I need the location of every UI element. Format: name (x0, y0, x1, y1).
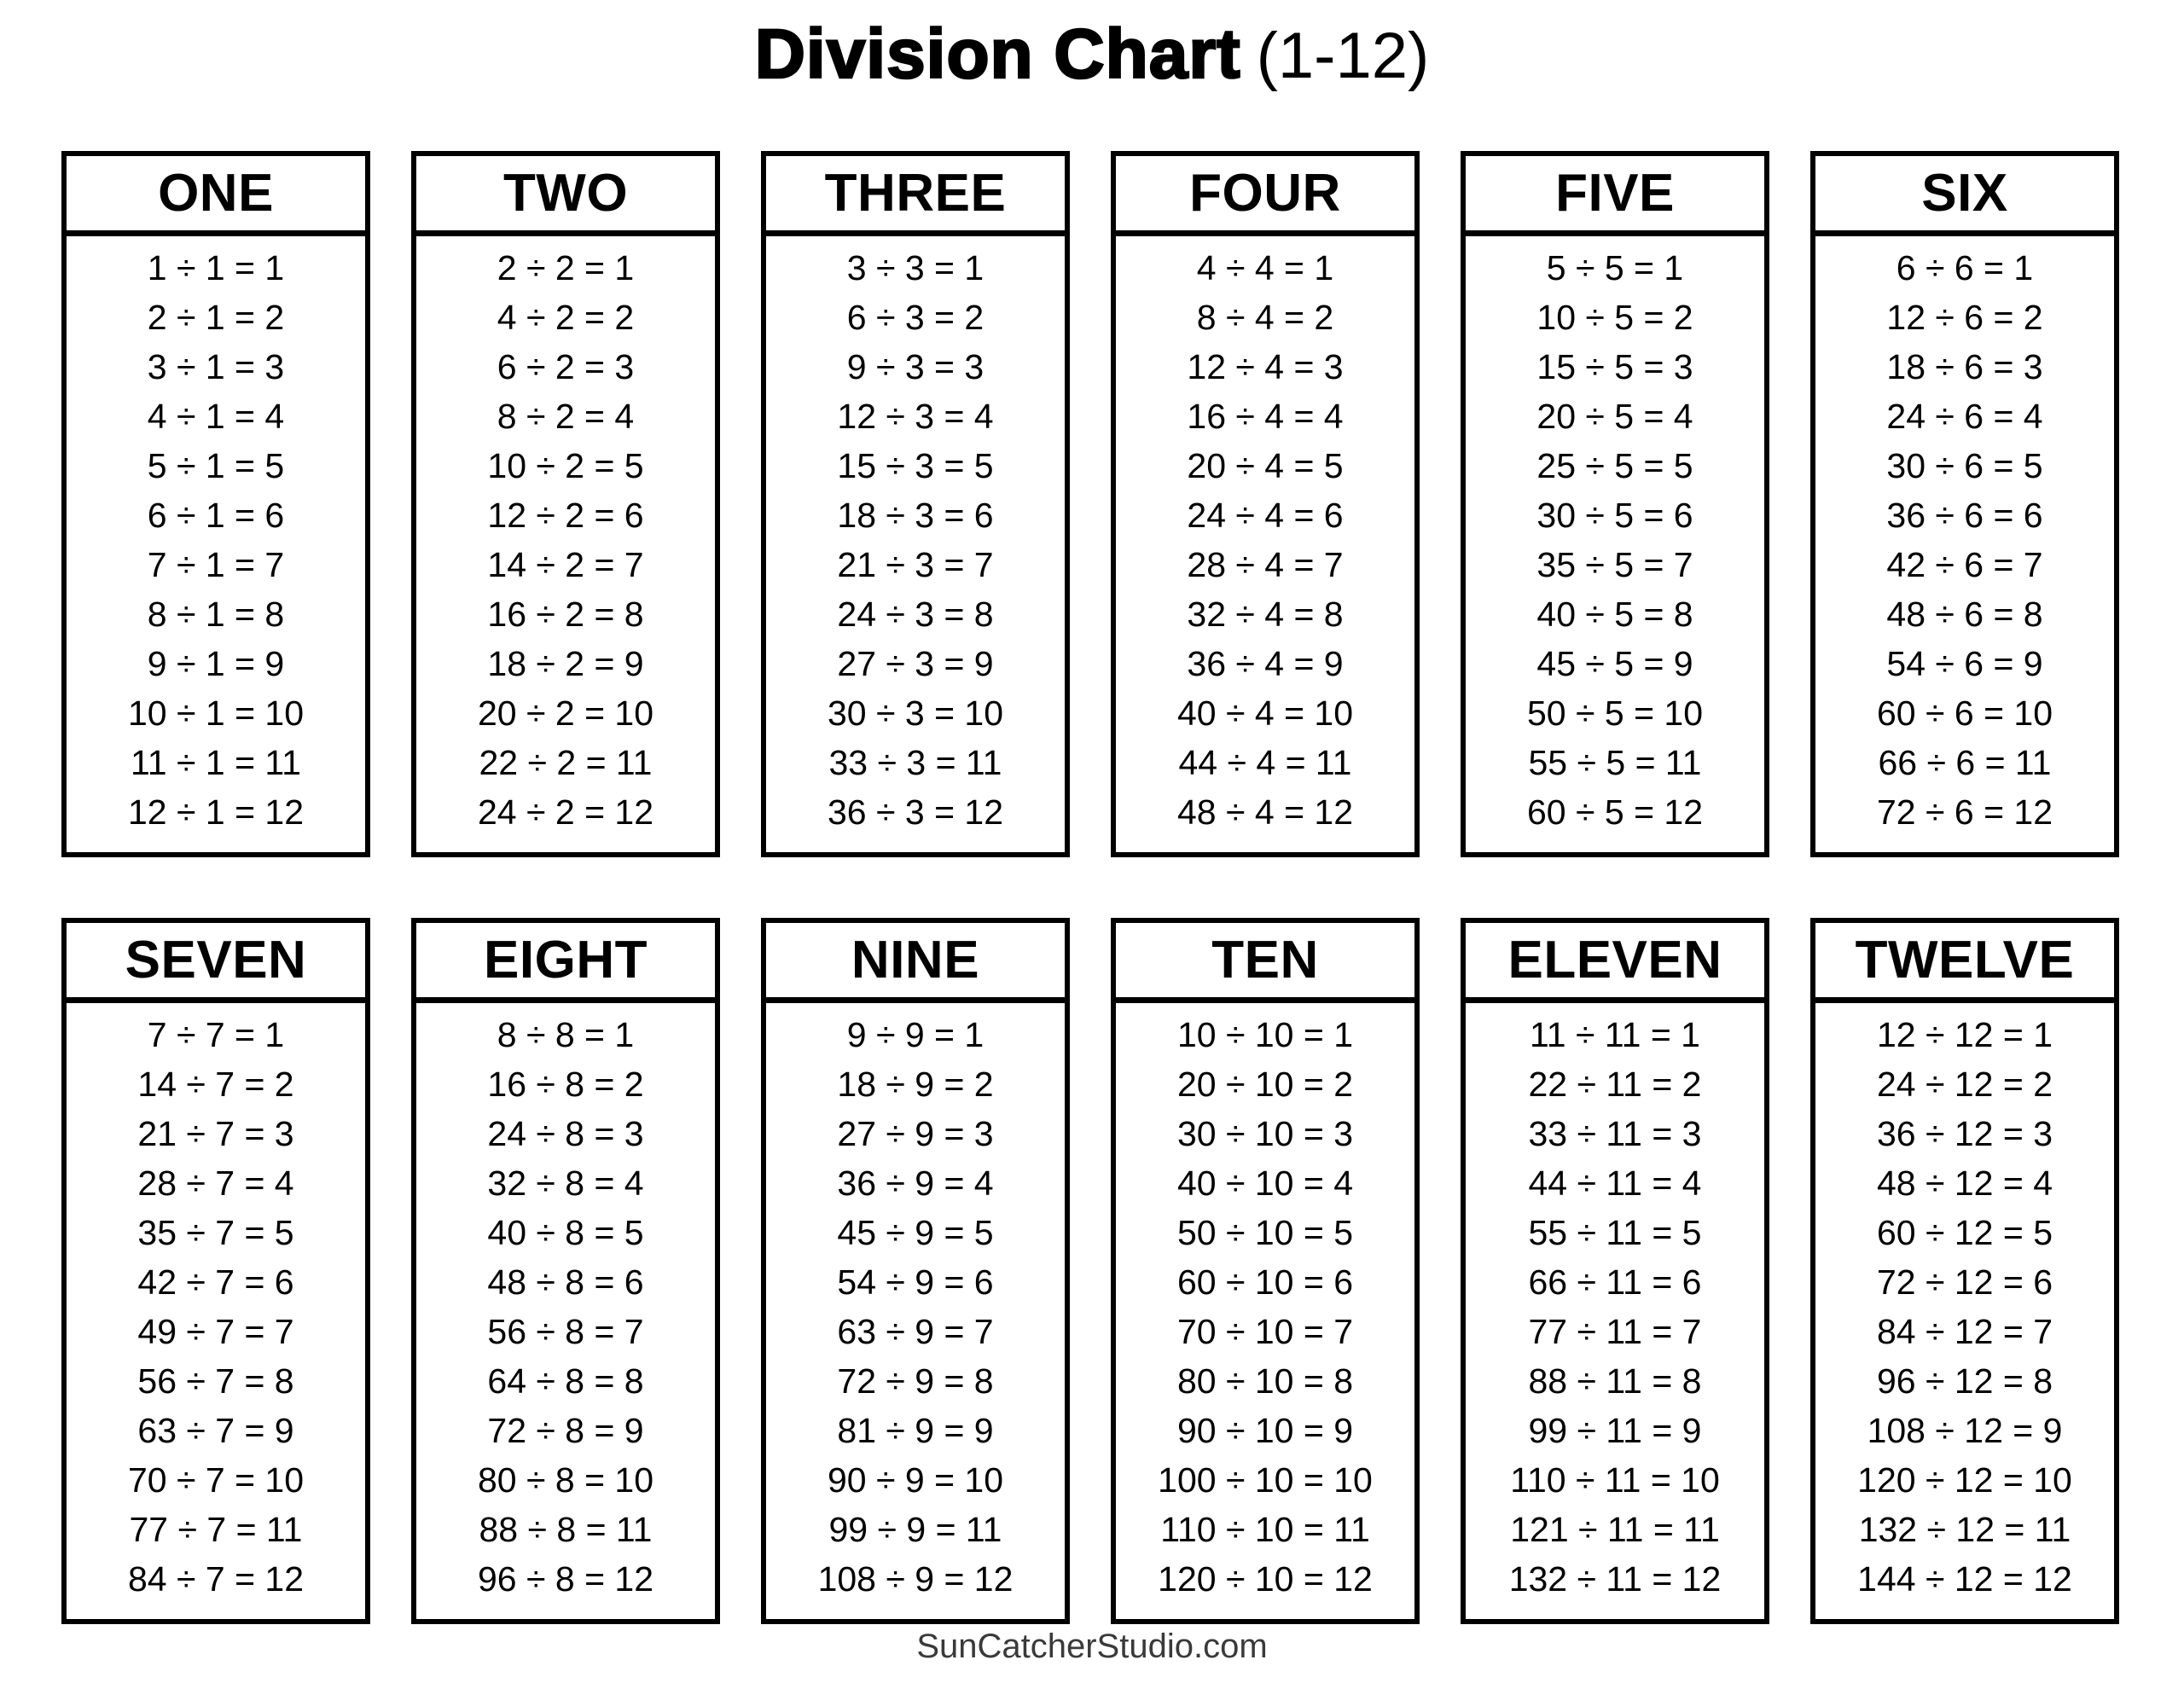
equation-row: 6 ÷ 2 = 3 (497, 347, 635, 386)
equation-row: 10 ÷ 1 = 10 (127, 694, 305, 733)
panel-header (1116, 156, 1414, 236)
equation-row: 36 ÷ 3 = 12 (827, 792, 1004, 832)
equation-row: 64 ÷ 8 = 8 (487, 1361, 644, 1401)
equation-row: 32 ÷ 4 = 8 (1187, 595, 1344, 634)
division-panel-seven (61, 918, 370, 1624)
page-title-range: (1-12) (1256, 20, 1430, 92)
panel-title: TWELVE (1855, 931, 2075, 989)
equation-row: 18 ÷ 6 = 3 (1886, 347, 2043, 386)
panel-title: EIGHT (484, 931, 648, 989)
equation-row: 90 ÷ 9 = 10 (827, 1460, 1004, 1500)
equation-row: 30 ÷ 10 = 3 (1176, 1114, 1354, 1153)
equation-row: 48 ÷ 8 = 6 (487, 1262, 644, 1302)
equation-row: 44 ÷ 4 = 11 (1178, 743, 1352, 782)
equation-row: 8 ÷ 8 = 1 (497, 1015, 635, 1054)
equation-row: 63 ÷ 7 = 9 (137, 1411, 294, 1450)
panel-header (67, 923, 365, 1003)
equation-row: 72 ÷ 9 = 8 (837, 1361, 994, 1401)
equation-row: 108 ÷ 9 = 12 (817, 1559, 1014, 1599)
equation-row: 5 ÷ 1 = 5 (147, 446, 285, 485)
equation-row: 4 ÷ 2 = 2 (497, 298, 635, 337)
equation-row: 1 ÷ 1 = 1 (147, 248, 285, 287)
equation-row: 24 ÷ 8 = 3 (487, 1114, 644, 1153)
panel-header (416, 923, 715, 1003)
equation-row: 20 ÷ 4 = 5 (1187, 446, 1344, 485)
equation-row: 7 ÷ 1 = 7 (147, 545, 285, 584)
panel-title: NINE (851, 931, 980, 989)
equation-row: 14 ÷ 7 = 2 (137, 1065, 294, 1104)
equation-row: 55 ÷ 5 = 11 (1528, 743, 1702, 782)
equation-row: 10 ÷ 2 = 5 (487, 446, 644, 485)
equation-row: 88 ÷ 8 = 11 (479, 1510, 653, 1549)
equation-row: 28 ÷ 7 = 4 (137, 1164, 294, 1203)
equation-row: 24 ÷ 4 = 6 (1187, 496, 1344, 535)
division-panel-ten (1111, 918, 1420, 1624)
panel-title: ONE (158, 164, 274, 223)
equation-row: 48 ÷ 12 = 4 (1876, 1164, 2053, 1203)
equation-row: 120 ÷ 10 = 12 (1158, 1559, 1373, 1599)
panel-body (1815, 236, 2114, 837)
equation-row: 120 ÷ 12 = 10 (1857, 1460, 2072, 1500)
equation-row: 20 ÷ 2 = 10 (477, 694, 654, 733)
panel-title: FOUR (1189, 164, 1341, 223)
equation-row: 60 ÷ 5 = 12 (1526, 792, 1704, 832)
equation-row: 77 ÷ 11 = 7 (1528, 1312, 1702, 1351)
panel-header (1815, 923, 2114, 1003)
equation-row: 99 ÷ 11 = 9 (1528, 1411, 1702, 1450)
equation-row: 90 ÷ 10 = 9 (1176, 1411, 1354, 1450)
equation-row: 2 ÷ 2 = 1 (497, 248, 635, 287)
equation-row: 84 ÷ 7 = 12 (127, 1559, 305, 1599)
equation-row: 72 ÷ 8 = 9 (487, 1411, 644, 1450)
equation-row: 40 ÷ 8 = 5 (487, 1213, 644, 1252)
equation-row: 80 ÷ 10 = 8 (1176, 1361, 1354, 1401)
equation-row: 11 ÷ 1 = 11 (131, 743, 301, 782)
division-panel-twelve (1810, 918, 2119, 1624)
equation-row: 24 ÷ 2 = 12 (477, 792, 654, 832)
equation-row: 24 ÷ 3 = 8 (837, 595, 994, 634)
equation-row: 18 ÷ 3 = 6 (837, 496, 994, 535)
equation-row: 70 ÷ 7 = 10 (127, 1460, 305, 1500)
panel-body (1466, 1003, 1764, 1604)
equation-row: 10 ÷ 10 = 1 (1176, 1015, 1354, 1054)
equation-row: 16 ÷ 8 = 2 (487, 1065, 644, 1104)
equation-row: 3 ÷ 1 = 3 (147, 347, 285, 386)
equation-row: 4 ÷ 1 = 4 (147, 397, 285, 436)
footer-credit: SunCatcherStudio.com (916, 1628, 1268, 1665)
division-panel-one (61, 151, 370, 857)
equation-row: 33 ÷ 3 = 11 (828, 743, 1002, 782)
equation-row: 30 ÷ 6 = 5 (1886, 446, 2043, 485)
panel-title: THREE (824, 164, 1007, 223)
equation-row: 36 ÷ 12 = 3 (1876, 1114, 2053, 1153)
equation-row: 12 ÷ 1 = 12 (127, 792, 305, 832)
division-tables-grid (61, 151, 2119, 1624)
equation-row: 70 ÷ 10 = 7 (1176, 1312, 1354, 1351)
equation-row: 36 ÷ 9 = 4 (837, 1164, 994, 1203)
division-panel-six (1810, 151, 2119, 857)
equation-row: 96 ÷ 8 = 12 (477, 1559, 654, 1599)
equation-row: 16 ÷ 4 = 4 (1187, 397, 1344, 436)
equation-row: 60 ÷ 10 = 6 (1176, 1262, 1354, 1302)
equation-row: 56 ÷ 8 = 7 (487, 1312, 644, 1351)
equation-row: 18 ÷ 9 = 2 (837, 1065, 994, 1104)
equation-row: 40 ÷ 4 = 10 (1176, 694, 1354, 733)
equation-row: 100 ÷ 10 = 10 (1158, 1460, 1373, 1500)
equation-row: 16 ÷ 2 = 8 (487, 595, 644, 634)
panel-title: TWO (502, 164, 629, 223)
page-title (0, 14, 2184, 109)
division-panel-eleven (1461, 918, 1769, 1624)
equation-row: 10 ÷ 5 = 2 (1536, 298, 1693, 337)
equation-row: 24 ÷ 12 = 2 (1876, 1065, 2053, 1104)
panel-title: FIVE (1555, 164, 1675, 223)
equation-row: 42 ÷ 6 = 7 (1886, 545, 2043, 584)
equation-row: 8 ÷ 4 = 2 (1196, 298, 1334, 337)
panel-body (67, 1003, 365, 1604)
equation-row: 15 ÷ 5 = 3 (1536, 347, 1693, 386)
equation-row: 27 ÷ 9 = 3 (837, 1114, 994, 1153)
equation-row: 144 ÷ 12 = 12 (1857, 1559, 2072, 1599)
equation-row: 54 ÷ 9 = 6 (837, 1262, 994, 1302)
equation-row: 45 ÷ 5 = 9 (1536, 644, 1693, 683)
equation-row: 20 ÷ 10 = 2 (1176, 1065, 1354, 1104)
equation-row: 96 ÷ 12 = 8 (1876, 1361, 2053, 1401)
equation-row: 25 ÷ 5 = 5 (1536, 446, 1693, 485)
equation-row: 60 ÷ 12 = 5 (1876, 1213, 2053, 1252)
panel-header (1466, 923, 1764, 1003)
equation-row: 50 ÷ 5 = 10 (1526, 694, 1704, 733)
equation-row: 45 ÷ 9 = 5 (837, 1213, 994, 1252)
equation-row: 12 ÷ 6 = 2 (1886, 298, 2043, 337)
panel-header (1116, 923, 1414, 1003)
division-panel-nine (761, 918, 1070, 1624)
equation-row: 108 ÷ 12 = 9 (1867, 1411, 2063, 1450)
equation-row: 7 ÷ 7 = 1 (147, 1015, 285, 1054)
equation-row: 56 ÷ 7 = 8 (137, 1361, 294, 1401)
equation-row: 28 ÷ 4 = 7 (1187, 545, 1344, 584)
equation-row: 11 ÷ 11 = 1 (1530, 1015, 1700, 1054)
equation-row: 99 ÷ 9 = 11 (828, 1510, 1002, 1549)
equation-row: 6 ÷ 6 = 1 (1896, 248, 2034, 287)
equation-row: 21 ÷ 3 = 7 (837, 545, 994, 584)
equation-row: 22 ÷ 2 = 11 (479, 743, 653, 782)
equation-row: 20 ÷ 5 = 4 (1536, 397, 1693, 436)
equation-row: 9 ÷ 9 = 1 (846, 1015, 985, 1054)
equation-row: 54 ÷ 6 = 9 (1886, 644, 2043, 683)
equation-row: 30 ÷ 5 = 6 (1536, 496, 1693, 535)
equation-row: 8 ÷ 1 = 8 (147, 595, 285, 634)
equation-row: 24 ÷ 6 = 4 (1886, 397, 2043, 436)
equation-row: 60 ÷ 6 = 10 (1876, 694, 2053, 733)
panel-title: ELEVEN (1507, 931, 1722, 989)
panel-title: SEVEN (125, 931, 307, 989)
panel-header (67, 156, 365, 236)
panel-header (766, 156, 1065, 236)
equation-row: 8 ÷ 2 = 4 (497, 397, 635, 436)
equation-row: 121 ÷ 11 = 11 (1510, 1510, 1720, 1549)
equation-row: 40 ÷ 5 = 8 (1536, 595, 1693, 634)
equation-row: 4 ÷ 4 = 1 (1196, 248, 1334, 287)
equation-row: 77 ÷ 7 = 11 (129, 1510, 303, 1549)
equation-row: 66 ÷ 6 = 11 (1878, 743, 2052, 782)
equation-row: 12 ÷ 12 = 1 (1876, 1015, 2053, 1054)
panel-title: TEN (1211, 931, 1319, 989)
equation-row: 9 ÷ 3 = 3 (846, 347, 985, 386)
equation-row: 3 ÷ 3 = 1 (846, 248, 985, 287)
equation-row: 72 ÷ 6 = 12 (1876, 792, 2053, 832)
equation-row: 27 ÷ 3 = 9 (837, 644, 994, 683)
equation-row: 35 ÷ 7 = 5 (137, 1213, 294, 1252)
equation-row: 12 ÷ 3 = 4 (837, 397, 994, 436)
equation-row: 48 ÷ 4 = 12 (1176, 792, 1354, 832)
panel-body (1815, 1003, 2114, 1604)
equation-row: 84 ÷ 12 = 7 (1876, 1312, 2053, 1351)
division-panel-three (761, 151, 1070, 857)
division-panel-five (1461, 151, 1769, 857)
panel-header (1815, 156, 2114, 236)
division-panel-four (1111, 151, 1420, 857)
panel-body (766, 236, 1065, 837)
equation-row: 55 ÷ 11 = 5 (1528, 1213, 1702, 1252)
equation-row: 12 ÷ 2 = 6 (487, 496, 644, 535)
equation-row: 49 ÷ 7 = 7 (137, 1312, 294, 1351)
panel-body (1116, 236, 1414, 837)
page-title-main: Division Chart (754, 15, 1241, 93)
equation-row: 6 ÷ 1 = 6 (147, 496, 285, 535)
equation-row: 72 ÷ 12 = 6 (1876, 1262, 2053, 1302)
panel-body (1116, 1003, 1414, 1604)
panel-header (416, 156, 715, 236)
equation-row: 132 ÷ 11 = 12 (1508, 1559, 1722, 1599)
equation-row: 14 ÷ 2 = 7 (487, 545, 644, 584)
equation-row: 81 ÷ 9 = 9 (837, 1411, 994, 1450)
equation-row: 32 ÷ 8 = 4 (487, 1164, 644, 1203)
panel-body (1466, 236, 1764, 837)
panel-body (67, 236, 365, 837)
equation-row: 12 ÷ 4 = 3 (1187, 347, 1344, 386)
equation-row: 132 ÷ 12 = 11 (1858, 1510, 2071, 1549)
panel-body (416, 236, 715, 837)
equation-row: 5 ÷ 5 = 1 (1546, 248, 1684, 287)
equation-row: 66 ÷ 11 = 6 (1528, 1262, 1702, 1302)
equation-row: 42 ÷ 7 = 6 (137, 1262, 294, 1302)
panel-header (1466, 156, 1764, 236)
division-panel-two (411, 151, 720, 857)
equation-row: 110 ÷ 10 = 11 (1160, 1510, 1370, 1549)
equation-row: 44 ÷ 11 = 4 (1528, 1164, 1702, 1203)
equation-row: 18 ÷ 2 = 9 (487, 644, 644, 683)
equation-row: 48 ÷ 6 = 8 (1886, 595, 2043, 634)
equation-row: 21 ÷ 7 = 3 (137, 1114, 294, 1153)
equation-row: 35 ÷ 5 = 7 (1536, 545, 1693, 584)
equation-row: 30 ÷ 3 = 10 (827, 694, 1004, 733)
equation-row: 36 ÷ 6 = 6 (1886, 496, 2043, 535)
equation-row: 36 ÷ 4 = 9 (1187, 644, 1344, 683)
equation-row: 15 ÷ 3 = 5 (837, 446, 994, 485)
panel-header (766, 923, 1065, 1003)
panel-body (766, 1003, 1065, 1604)
equation-row: 80 ÷ 8 = 10 (477, 1460, 654, 1500)
equation-row: 40 ÷ 10 = 4 (1176, 1164, 1354, 1203)
equation-row: 88 ÷ 11 = 8 (1528, 1361, 1702, 1401)
equation-row: 110 ÷ 11 = 10 (1510, 1460, 1720, 1500)
equation-row: 33 ÷ 11 = 3 (1528, 1114, 1702, 1153)
panel-title: SIX (1921, 164, 2008, 223)
division-panel-eight (411, 918, 720, 1624)
equation-row: 6 ÷ 3 = 2 (846, 298, 985, 337)
panel-body (416, 1003, 715, 1604)
equation-row: 2 ÷ 1 = 2 (147, 298, 285, 337)
equation-row: 22 ÷ 11 = 2 (1528, 1065, 1702, 1104)
equation-row: 50 ÷ 10 = 5 (1176, 1213, 1354, 1252)
equation-row: 63 ÷ 9 = 7 (837, 1312, 994, 1351)
equation-row: 9 ÷ 1 = 9 (147, 644, 285, 683)
